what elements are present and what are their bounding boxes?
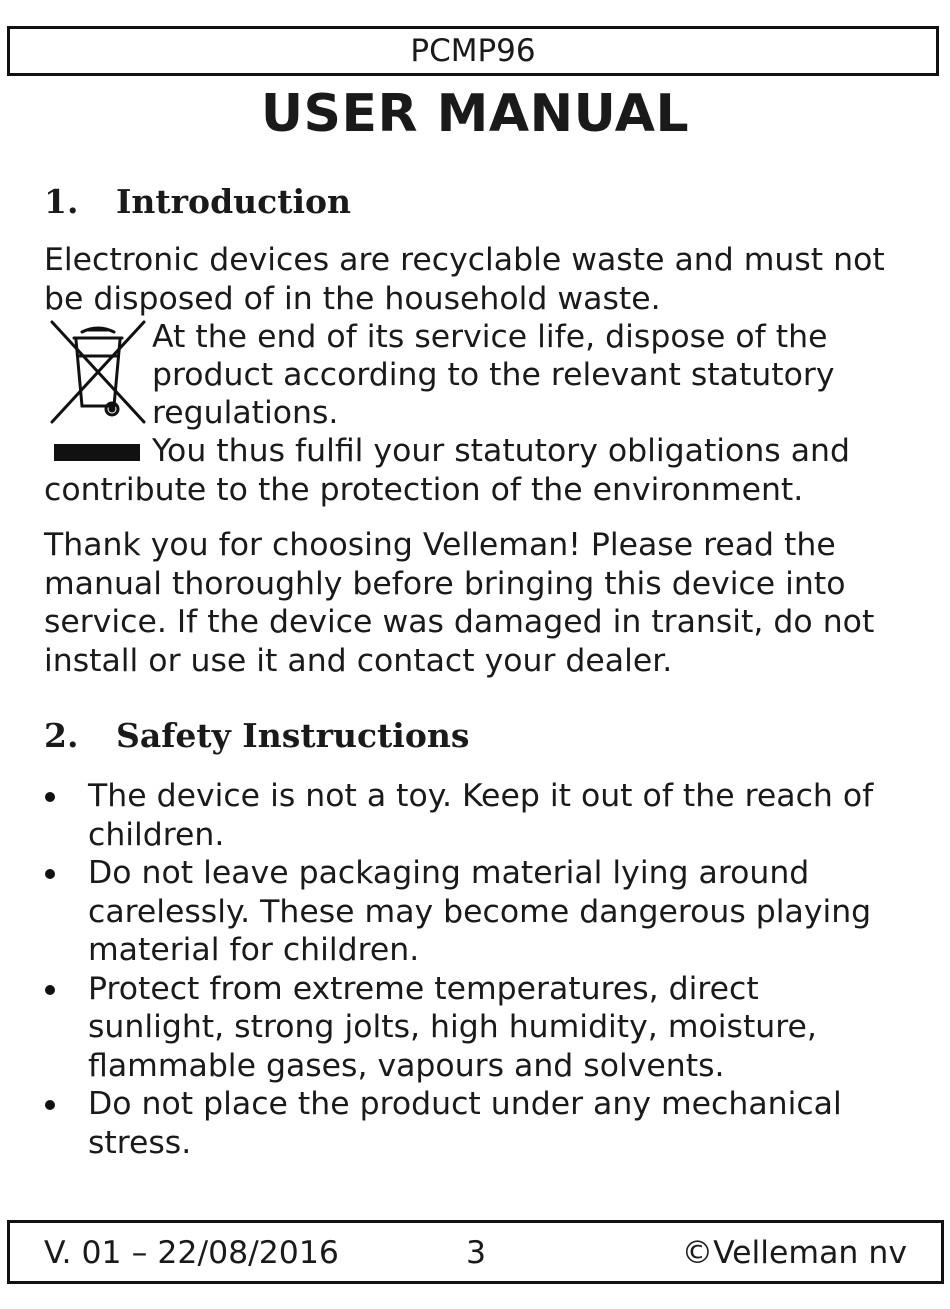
weee-disposal-text — [152, 318, 834, 432]
copyright: ©Velleman nv — [681, 1235, 907, 1271]
text-line: carelessly. These may become dangerous playing — [88, 893, 872, 930]
section-heading-introduction — [44, 182, 351, 222]
bullet-icon — [45, 869, 55, 879]
model-header — [7, 26, 939, 76]
page-number: 3 — [466, 1235, 487, 1271]
text-line: service. If the device was damaged in transit, do not — [44, 604, 875, 640]
section-title: Safety Instructions — [116, 716, 470, 755]
text-line: regulations. — [152, 395, 339, 431]
weee-bar-icon — [54, 444, 140, 461]
page-footer — [7, 1220, 944, 1284]
intro-paragraph — [44, 241, 924, 318]
text-line: Protect from extreme temperatures, direct — [88, 970, 759, 1007]
model-number: PCMP96 — [410, 33, 536, 69]
text-line: contribute to the protection of the environment. — [44, 472, 804, 508]
version-date: V. 01 – 22/08/2016 — [44, 1235, 339, 1271]
section-number: 2. — [44, 716, 79, 755]
text-line: stress. — [88, 1124, 192, 1161]
list-item — [0, 854, 950, 970]
text-line: sunlight, strong jolts, high humidity, moisture, — [88, 1009, 817, 1045]
text-line: be disposed of in the household waste. — [44, 280, 661, 317]
weee-bin-icon — [48, 318, 148, 426]
text-line: Electronic devices are recyclable waste and must not — [44, 242, 885, 278]
thanks-paragraph — [44, 526, 924, 680]
list-item — [0, 1085, 950, 1162]
text-line: install or use it and contact your dealer. — [44, 642, 673, 679]
section-number: 1. — [44, 182, 79, 221]
list-item — [0, 777, 950, 854]
safety-list — [0, 777, 950, 1162]
text-line: Do not place the product under any mechanical — [88, 1086, 842, 1122]
bullet-icon — [45, 985, 55, 995]
text-line: product according to the relevant statutory — [152, 357, 835, 393]
list-item — [0, 970, 950, 1086]
manual-title: USER MANUAL — [260, 84, 690, 144]
text-line: children. — [88, 816, 225, 853]
bullet-icon — [45, 1100, 55, 1110]
text-line: At the end of its service life, dispose of the — [152, 319, 828, 355]
section-title: Introduction — [116, 182, 352, 221]
text-line: The device is not a toy. Keep it out of the reach of — [88, 778, 874, 814]
bullet-icon — [45, 792, 55, 802]
text-line: material for children. — [88, 932, 420, 968]
section-heading-safety — [44, 716, 469, 756]
text-line: Do not leave packaging material lying around — [88, 855, 810, 891]
text-line: manual thoroughly before bringing this device into — [44, 565, 846, 602]
text-line: Thank you for choosing Velleman! Please read the — [44, 527, 836, 563]
text-line: You thus fulfil your statutory obligations and — [152, 433, 850, 469]
text-line: flammable gases, vapours and solvents. — [88, 1047, 725, 1084]
